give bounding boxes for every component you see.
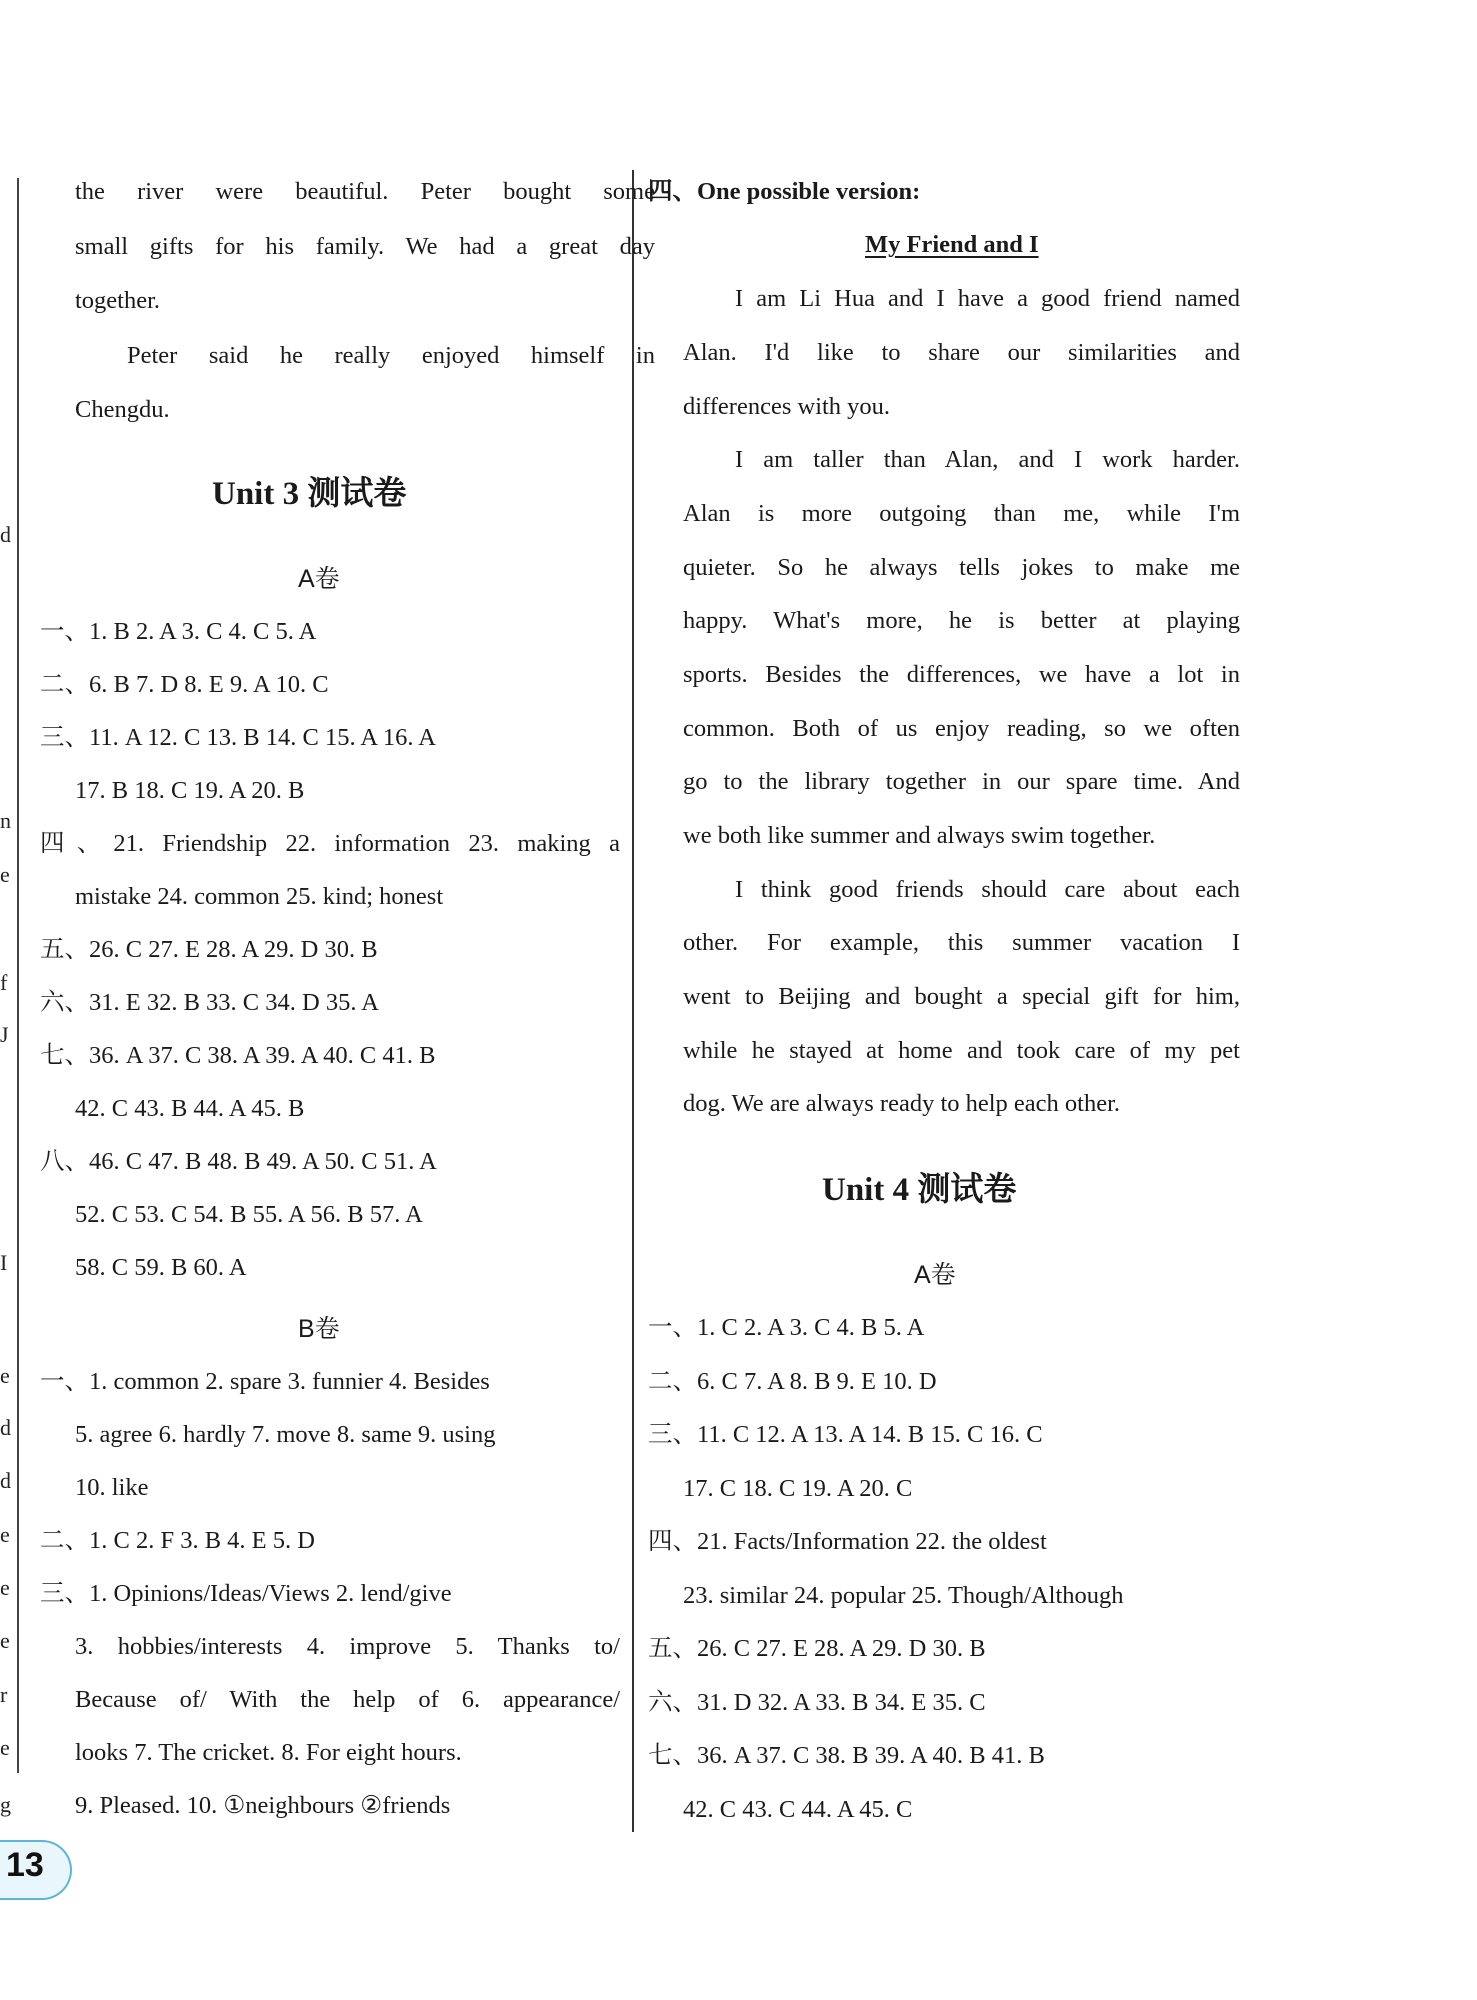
answer-line: 58. C 59. B 60. A: [75, 1254, 247, 1281]
essay-line: common. Both of us enjoy reading, so we often: [683, 715, 1240, 742]
edge-letter: d: [0, 522, 11, 547]
answer-line: 3. hobbies/interests 4. improve 5. Thanks to/: [75, 1633, 620, 1660]
essay-line: happy. What's more, he is better at playing: [683, 607, 1240, 634]
column-divider: [632, 170, 634, 1832]
answer-line: 四、21. Friendship 22. information 23. making a: [40, 830, 620, 857]
edge-letter: r: [0, 1682, 8, 1707]
section-four-label: 四、One possible version:: [648, 178, 921, 205]
essay-title: My Friend and I: [865, 231, 1039, 258]
answer-line: 三、11. C 12. A 13. A 14. B 15. C 16. C: [648, 1421, 1043, 1448]
edge-letter: n: [0, 808, 11, 833]
unit3-title: Unit 3 测试卷: [212, 476, 407, 512]
answer-line: 9. Pleased. 10. ①neighbours ②friends: [75, 1792, 451, 1819]
edge-letter: e: [0, 1735, 10, 1760]
edge-letter: e: [0, 862, 10, 887]
intro-line: Peter said he really enjoyed himself in: [127, 342, 655, 369]
essay-line: dog. We are always ready to help each other.: [683, 1090, 1121, 1117]
answer-line: 八、46. C 47. B 48. B 49. A 50. C 51. A: [40, 1148, 437, 1175]
edge-letter: e: [0, 1575, 10, 1600]
essay-line: Alan. I'd like to share our similarities and: [683, 339, 1240, 366]
answer-line: 5. agree 6. hardly 7. move 8. same 9. using: [75, 1421, 496, 1448]
edge-rule: [17, 178, 19, 1773]
edge-letter: e: [0, 1363, 10, 1388]
answer-line: 10. like: [75, 1474, 149, 1501]
answer-line: 七、36. A 37. C 38. A 39. A 40. C 41. B: [40, 1042, 436, 1069]
answer-line: 二、6. B 7. D 8. E 9. A 10. C: [40, 671, 329, 698]
essay-line: I am taller than Alan, and I work harder.: [735, 446, 1240, 473]
essay-line: Alan is more outgoing than me, while I'm: [683, 500, 1240, 527]
edge-letter: f: [0, 970, 8, 995]
essay-line: other. For example, this summer vacation I: [683, 929, 1240, 956]
answer-line: 17. B 18. C 19. A 20. B: [75, 777, 305, 804]
intro-line: the river were beautiful. Peter bought some: [75, 178, 655, 205]
intro-line: small gifts for his family. We had a great day: [75, 233, 655, 260]
essay-line: while he stayed at home and took care of my pet: [683, 1037, 1240, 1064]
answer-line: 一、1. B 2. A 3. C 4. C 5. A: [40, 618, 317, 645]
section-b-label: B卷: [298, 1315, 340, 1343]
answer-line: 五、26. C 27. E 28. A 29. D 30. B: [40, 936, 378, 963]
answer-line: Because of/ With the help of 6. appearance/: [75, 1686, 620, 1713]
answer-line: 42. C 43. B 44. A 45. B: [75, 1095, 305, 1122]
answer-line: 二、6. C 7. A 8. B 9. E 10. D: [648, 1368, 937, 1395]
answer-line: 五、26. C 27. E 28. A 29. D 30. B: [648, 1635, 986, 1662]
edge-letter: e: [0, 1628, 10, 1653]
edge-letter: I: [0, 1250, 8, 1275]
answer-line: 一、1. C 2. A 3. C 4. B 5. A: [648, 1314, 925, 1341]
answer-line: 四、21. Facts/Information 22. the oldest: [648, 1528, 1047, 1555]
edge-letter: g: [0, 1792, 11, 1817]
page-number: 13: [6, 1846, 44, 1884]
edge-letter: d: [0, 1415, 11, 1440]
answer-line: 42. C 43. C 44. A 45. C: [683, 1796, 913, 1823]
answer-line: 三、1. Opinions/Ideas/Views 2. lend/give: [40, 1580, 452, 1607]
answer-line: 一、1. common 2. spare 3. funnier 4. Besides: [40, 1368, 490, 1395]
essay-line: went to Beijing and bought a special gift for him,: [683, 983, 1240, 1010]
unit4-title: Unit 4 测试卷: [822, 1172, 1017, 1208]
answer-line: 23. similar 24. popular 25. Though/Although: [683, 1582, 1124, 1609]
intro-line: Chengdu.: [75, 396, 170, 423]
section-a-label: A卷: [298, 565, 340, 593]
edge-letter: e: [0, 1522, 10, 1547]
answer-line: 52. C 53. C 54. B 55. A 56. B 57. A: [75, 1201, 423, 1228]
essay-line: I am Li Hua and I have a good friend named: [735, 285, 1240, 312]
intro-line: together.: [75, 287, 161, 314]
edge-letter: J: [0, 1022, 9, 1047]
essay-line: go to the library together in our spare time. And: [683, 768, 1240, 795]
essay-line: I think good friends should care about each: [735, 876, 1240, 903]
essay-line: quieter. So he always tells jokes to make me: [683, 554, 1240, 581]
answer-line: looks 7. The cricket. 8. For eight hours.: [75, 1739, 462, 1766]
essay-line: we both like summer and always swim together.: [683, 822, 1156, 849]
essay-line: sports. Besides the differences, we have a lot in: [683, 661, 1240, 688]
answer-line: 六、31. E 32. B 33. C 34. D 35. A: [40, 989, 379, 1016]
essay-line: differences with you.: [683, 393, 891, 420]
answer-line: 七、36. A 37. C 38. B 39. A 40. B 41. B: [648, 1742, 1045, 1769]
answer-line: 三、11. A 12. C 13. B 14. C 15. A 16. A: [40, 724, 436, 751]
answer-line: 六、31. D 32. A 33. B 34. E 35. C: [648, 1689, 986, 1716]
answer-line: 17. C 18. C 19. A 20. C: [683, 1475, 913, 1502]
answer-line: 二、1. C 2. F 3. B 4. E 5. D: [40, 1527, 315, 1554]
edge-letter: d: [0, 1468, 11, 1493]
answer-line: mistake 24. common 25. kind; honest: [75, 883, 444, 910]
section-a-label: A卷: [914, 1261, 956, 1289]
